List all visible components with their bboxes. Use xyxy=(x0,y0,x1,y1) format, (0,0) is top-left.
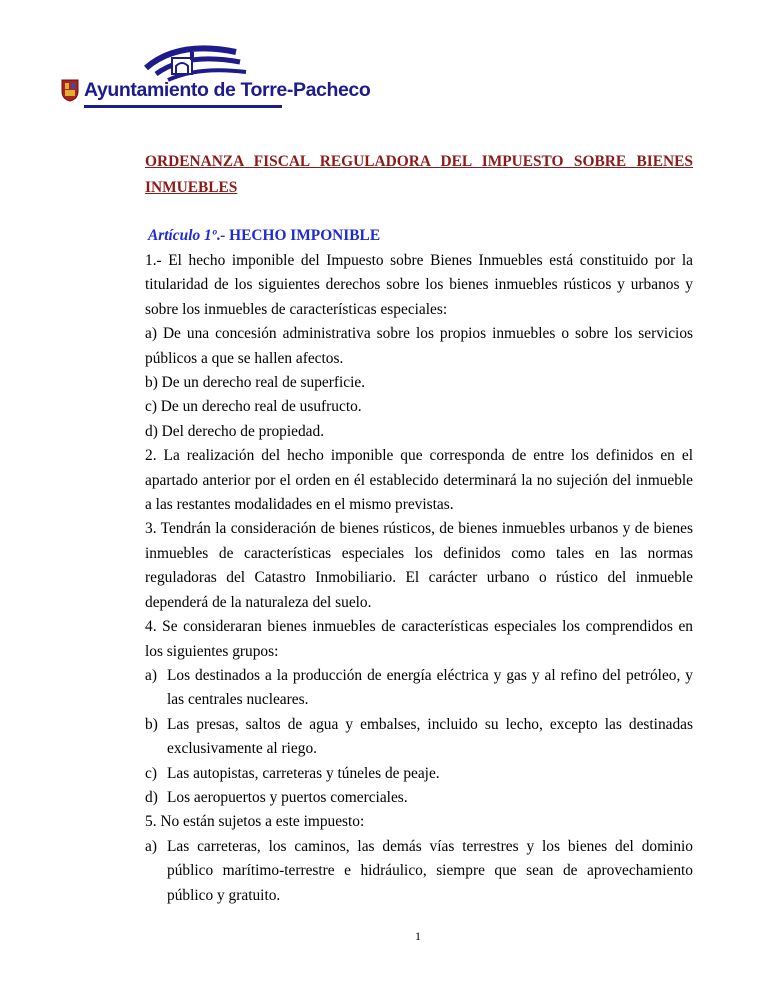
paragraph-line: 1.- El hecho imponible del Impuesto sobre Bienes Inmuebles está constituido por la xyxy=(145,252,693,269)
article-title: .- HECHO IMPONIBLE xyxy=(216,227,381,244)
list-item-line: Los destinados a la producción de energía eléctrica y gas y al refino del petróleo, y xyxy=(167,666,693,684)
list-item-line: Las presas, saltos de agua y embalses, incluido su lecho, excepto las destinadas xyxy=(167,715,693,733)
page-number: 1 xyxy=(415,929,421,943)
paragraph-line: titularidad de los siguientes derechos sobre los bienes inmuebles rústicos y urbanos y xyxy=(145,276,693,294)
list-marker: b) xyxy=(145,715,158,733)
paragraph-line: a) De una concesión administrativa sobre los propios inmuebles o sobre los servicios xyxy=(145,325,693,343)
paragraph-line: apartado anterior por el orden en él establecido determinará la no sujeción del inmueble xyxy=(145,471,693,489)
paragraph-line: b) De un derecho real de superficie. xyxy=(145,374,366,392)
paragraph-line: sobre los inmuebles de características especiales: xyxy=(145,300,448,318)
paragraph-line: 5. No están sujetos a este impuesto: xyxy=(145,813,365,831)
list-item-line: exclusivamente al riego. xyxy=(167,740,317,758)
logo-brand xyxy=(60,78,370,102)
paragraph-line: 2. La realización del hecho imponible que corresponda de entre los definidos en el xyxy=(145,447,693,465)
list-item-line: Las autopistas, carreteras y túneles de peaje. xyxy=(167,764,440,782)
list-item-line: Las carreteras, los caminos, las demás vías terrestres y los bienes del dominio xyxy=(167,837,693,855)
list-marker: d) xyxy=(145,788,158,806)
paragraph-line: c) De un derecho real de usufructo. xyxy=(145,398,362,416)
logo-text: Ayuntamiento de Torre-Pacheco xyxy=(84,78,371,101)
paragraph-line: públicos a que se hallen afectos. xyxy=(145,349,344,367)
paragraph-line: 3. Tendrán la consideración de bienes rústicos, de bienes inmuebles urbanos y de bienes xyxy=(145,520,693,538)
paragraph-line: reguladoras del Catastro Inmobiliario. El carácter urbano o rústico del inmueble xyxy=(145,569,693,587)
list-marker: a) xyxy=(145,666,157,684)
logo-underline xyxy=(84,105,282,108)
list-item xyxy=(145,713,693,762)
article-number: Artículo 1º xyxy=(148,227,217,244)
list-item-line: las centrales nucleares. xyxy=(167,691,309,709)
document-title: ORDENANZA FISCAL REGULADORA DEL IMPUESTO SOBRE BIENES xyxy=(145,153,693,170)
paragraph-line: a las restantes modalidades en el mismo previstas. xyxy=(145,496,454,514)
list-item-line: público marítimo-terrestre e hidráulico, siempre que sean de aprovechamiento xyxy=(167,862,693,880)
list-item xyxy=(145,664,693,713)
list-marker: a) xyxy=(145,837,157,855)
municipal-logo xyxy=(60,40,371,110)
paragraph-line: dependerá de la naturaleza del suelo. xyxy=(145,593,372,611)
paragraph-line: inmuebles de características especiales los definidos como tales en las normas xyxy=(145,544,693,562)
list-item-line: público y gratuito. xyxy=(167,886,281,904)
list-marker: c) xyxy=(145,764,157,782)
list-item xyxy=(145,762,693,786)
list-item-line: Los aeropuertos y puertos comerciales. xyxy=(167,788,408,806)
paragraph-line: d) Del derecho de propiedad. xyxy=(145,422,325,440)
coat-of-arms-icon xyxy=(60,78,80,102)
paragraph-line: 4. Se consideraran bienes inmuebles de características especiales los comprendidos en xyxy=(145,618,693,636)
document-title-continuation: INMUEBLES xyxy=(145,179,238,196)
list-item xyxy=(145,835,693,908)
paragraph-line: los siguientes grupos: xyxy=(145,642,279,660)
list-item xyxy=(145,786,693,810)
document-body xyxy=(145,249,693,908)
article-heading xyxy=(148,226,380,246)
